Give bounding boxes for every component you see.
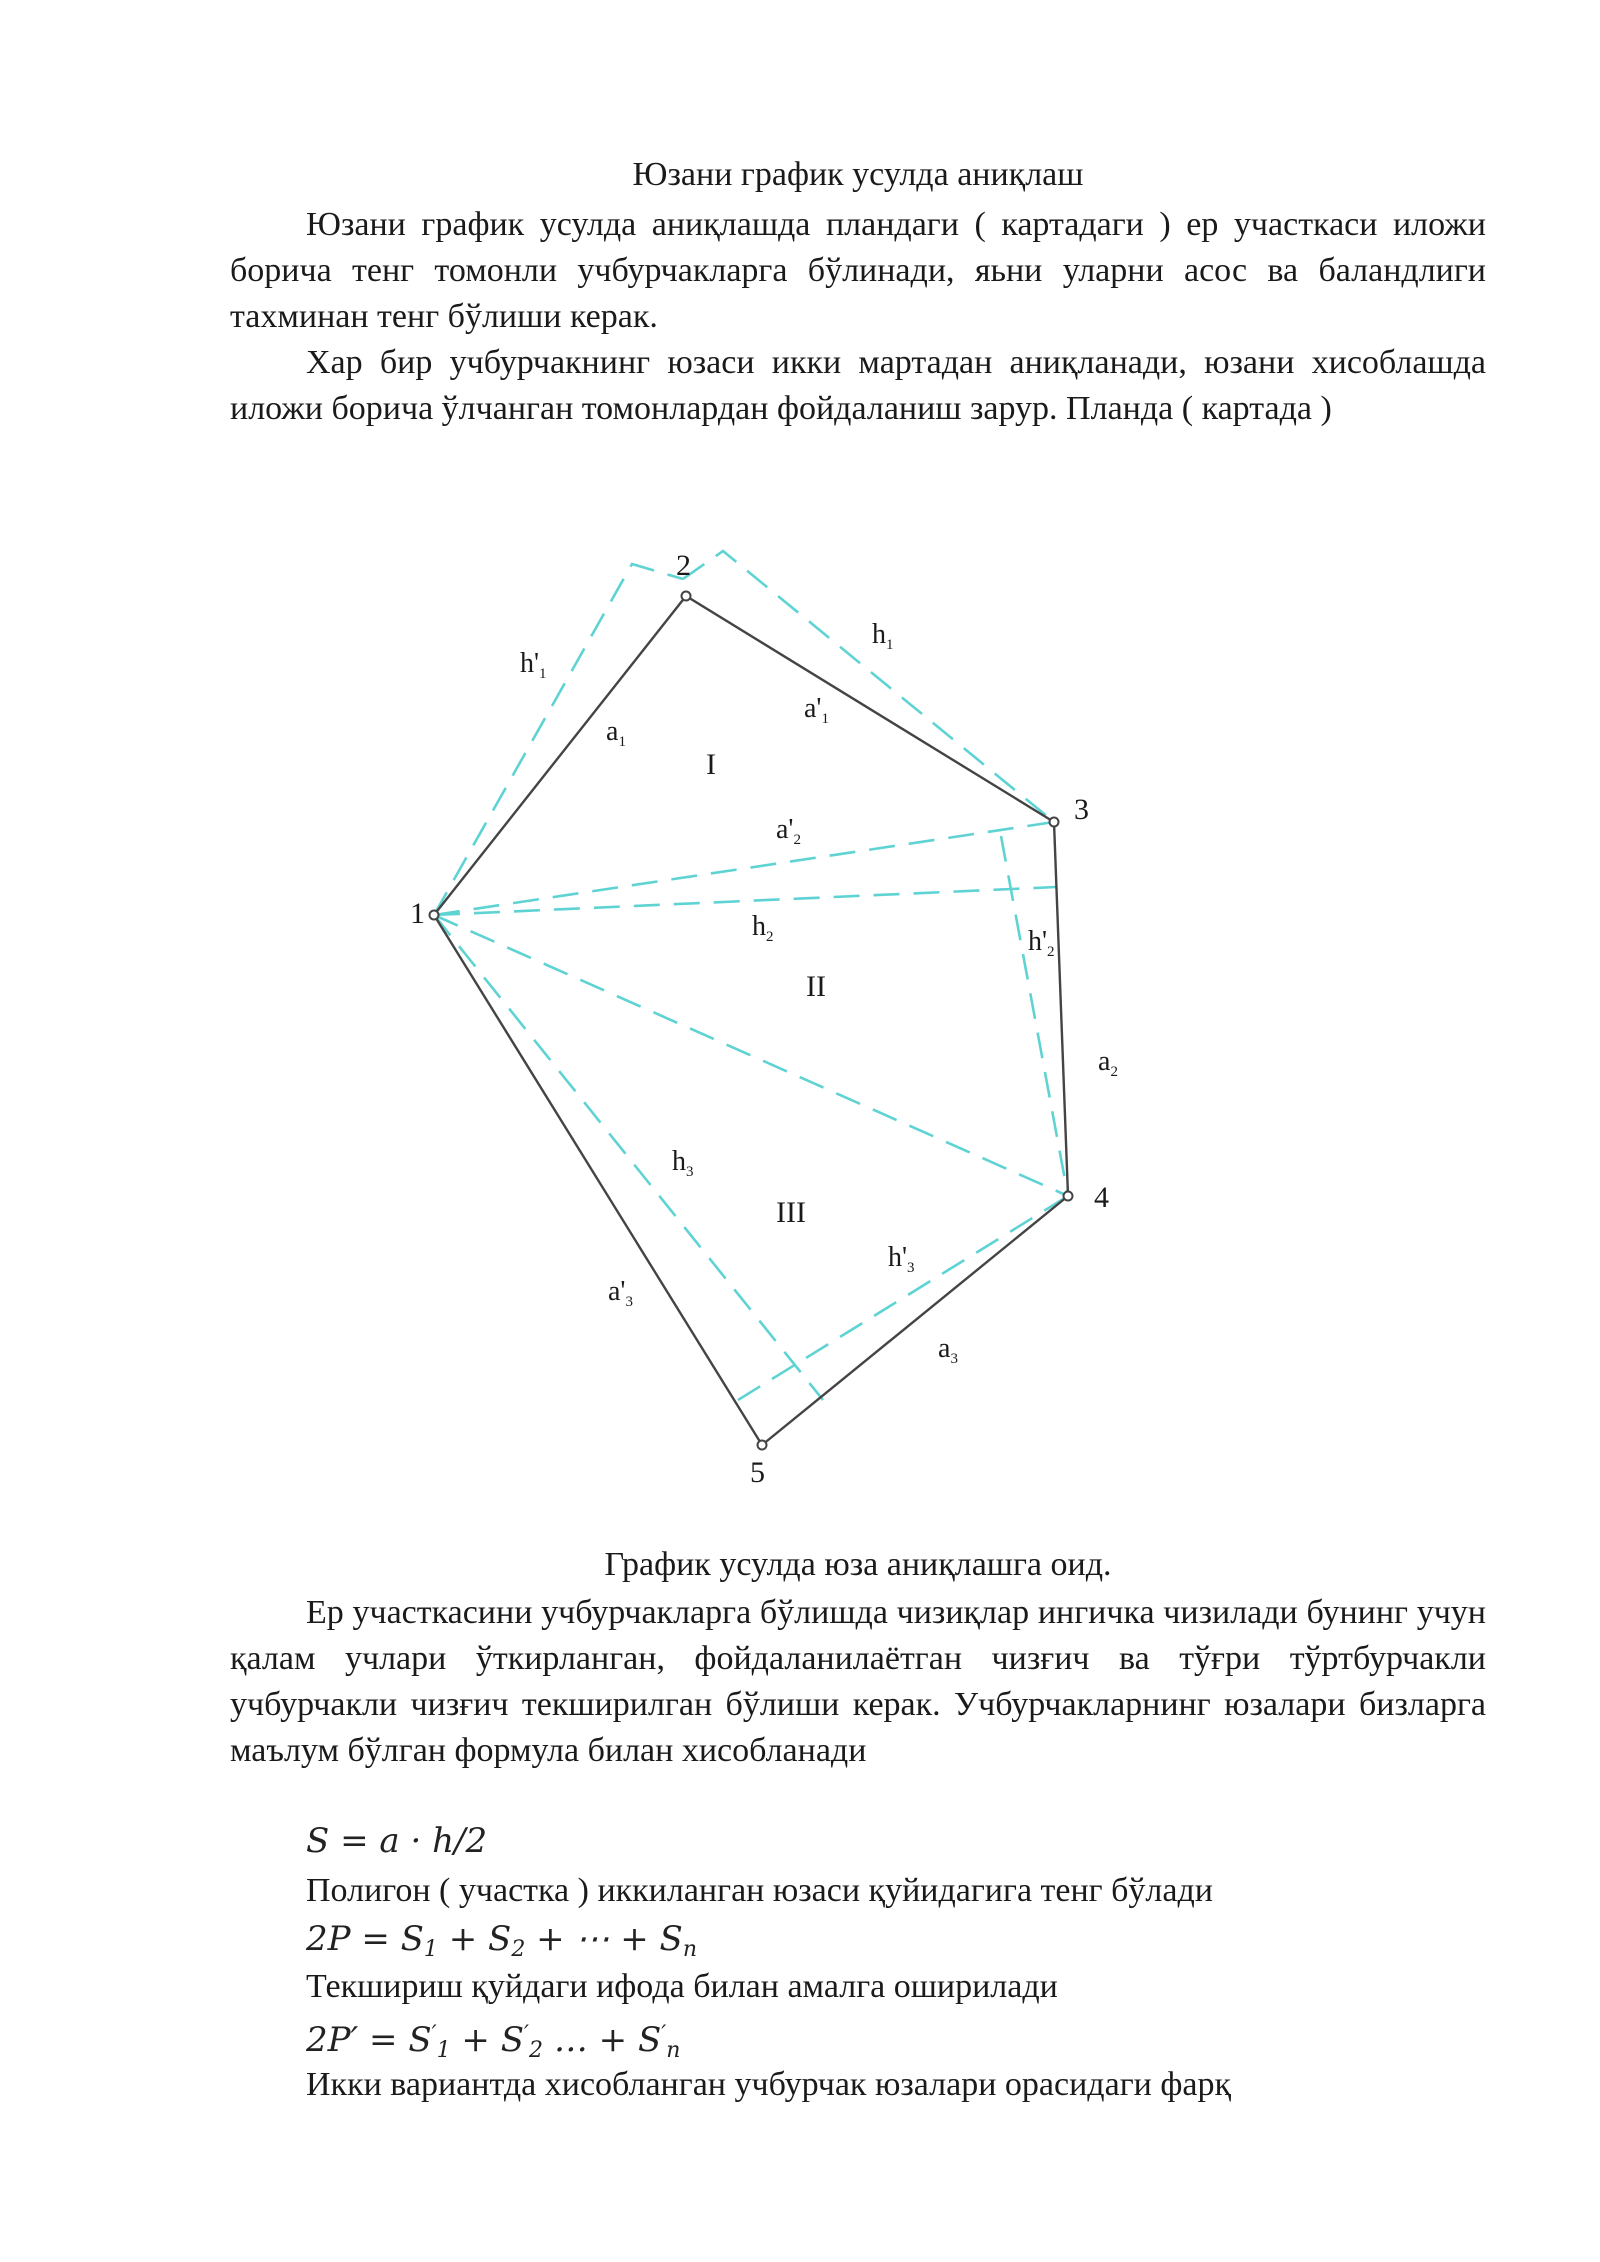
paragraph-method: Ер участкасини учбурчакларга бўлишда чизиқлар ингичка чизилади бунинг учун қалам учлари ўткирланган, фойдаланилаётган чизғич ва тўғри тўртбурчакли учбурчакли чизғич текширилган бўлиши керак. Учбурчакларнинг юзалари бизларга маълум бўлган формула билан хисобланади bbox=[230, 1594, 1486, 1769]
vertex-point-4 bbox=[1064, 1192, 1073, 1201]
text-difference: Икки вариантда хисобланган учбурчак юзалари орасидаги фарқ bbox=[306, 2066, 1231, 2103]
page-title: Юзани график усулда аниқлаш bbox=[632, 156, 1084, 193]
vertex-points bbox=[430, 592, 1073, 1450]
diagonal-1-4 bbox=[434, 915, 1068, 1196]
side-label-a1: $a_1$ bbox=[606, 716, 626, 750]
a2-prime-diagonal bbox=[434, 822, 1054, 915]
vertex-point-1 bbox=[430, 911, 439, 920]
height-label-h2-prime: $h'_2$ bbox=[1028, 926, 1055, 960]
text-polygon-area: Полигон ( участка ) иккиланган юзаси қуйидагига тенг бўлади bbox=[306, 1872, 1213, 1909]
triangle-label-III: III bbox=[776, 1196, 806, 1229]
h2-prime-line bbox=[1001, 836, 1068, 1196]
polygon-outline bbox=[434, 596, 1068, 1445]
side-label-a3-prime: $a'_3$ bbox=[608, 1276, 633, 1310]
vertex-point-3 bbox=[1050, 818, 1059, 827]
h1-line bbox=[683, 551, 1054, 822]
vertex-point-5 bbox=[758, 1441, 767, 1450]
height-label-h3-prime: $h'_3$ bbox=[888, 1242, 915, 1276]
h1-prime-line bbox=[434, 564, 683, 915]
triangle-label-II: II bbox=[806, 970, 826, 1003]
side-label-a1-prime: $a'_1$ bbox=[804, 693, 829, 727]
vertex-label-3: 3 bbox=[1074, 793, 1089, 826]
side-label-a2-prime: $a'_2$ bbox=[776, 814, 801, 848]
formula-triangle-area: S = a · h/2 bbox=[306, 1821, 488, 1861]
formula-double-area: $2P = S_1 + S_2$ + ⋯ + $S_n$ bbox=[306, 1919, 697, 1962]
paragraph-triangles: Хар бир учбурчакнинг юзаси икки мартадан аниқланади, юзани хисоблашда иложи борича ўлчанган томонлардан фойдаланиш зарур. Планда ( картада ) bbox=[230, 344, 1486, 427]
side-label-a2: $a_2$ bbox=[1098, 1046, 1118, 1080]
formula-check: $2P' = S'_1 + S'_2$ … + $S'_n$ bbox=[306, 2020, 681, 2063]
vertex-point-2 bbox=[682, 592, 691, 601]
height-label-h1: $h_1$ bbox=[872, 619, 894, 653]
height-label-h1-prime: $h'_1$ bbox=[520, 648, 547, 682]
height-label-h3: $h_3$ bbox=[672, 1146, 694, 1180]
triangle-label-I: I bbox=[706, 748, 716, 781]
h3-line bbox=[434, 915, 823, 1400]
side-label-a3: $a_3$ bbox=[938, 1333, 958, 1367]
vertex-label-4: 4 bbox=[1094, 1181, 1109, 1214]
vertex-label-2: 2 bbox=[676, 549, 691, 582]
height-label-h2: $h_2$ bbox=[752, 911, 774, 945]
text-check: Текшириш қуйдаги ифода билан амалга оширилади bbox=[306, 1968, 1058, 2005]
paragraph-intro: Юзани график усулда аниқлашда пландаги ( картадаги ) ер участкаси иложи борича тенг томонли учбурчакларга бўлинади, яьни уларни асос ва баландлиги тахминан тенг бўлиши керак. bbox=[230, 206, 1486, 335]
vertex-label-1: 1 bbox=[410, 897, 425, 930]
figure-caption: График усулда юза аниқлашга оид. bbox=[604, 1546, 1112, 1583]
vertex-label-5: 5 bbox=[750, 1456, 765, 1489]
